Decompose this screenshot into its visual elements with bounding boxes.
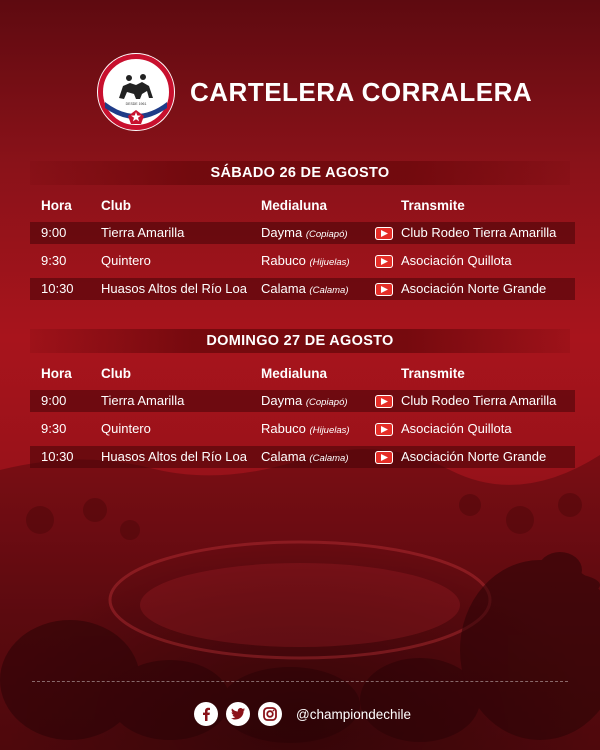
column-headers xyxy=(30,364,575,384)
col-medialuna: Medialuna xyxy=(261,198,328,213)
table-row xyxy=(30,418,575,440)
table-row xyxy=(30,278,575,300)
hora: 9:00 xyxy=(41,393,67,408)
club: Huasos Altos del Río Loa xyxy=(101,449,247,464)
col-transmite: Transmite xyxy=(401,366,465,381)
col-medialuna: Medialuna xyxy=(261,366,328,381)
hora: 9:30 xyxy=(41,253,67,268)
youtube-icon xyxy=(375,283,393,296)
footer xyxy=(194,702,411,726)
ciudad: (Hijuelas) xyxy=(309,425,350,436)
day-header-domingo: DOMINGO 27 DE AGOSTO xyxy=(30,329,570,353)
youtube-icon xyxy=(375,395,393,408)
hora: 9:30 xyxy=(41,421,67,436)
club: Tierra Amarilla xyxy=(101,225,185,240)
club: Quintero xyxy=(101,421,151,436)
hora: 10:30 xyxy=(41,281,74,296)
club: Tierra Amarilla xyxy=(101,393,185,408)
medialuna: Dayma (Copiapó) xyxy=(261,393,348,408)
twitter-icon[interactable] xyxy=(226,702,250,726)
col-club: Club xyxy=(101,366,131,381)
transmite-link[interactable]: Asociación Norte Grande xyxy=(373,446,546,468)
hora: 10:30 xyxy=(41,449,74,464)
youtube-icon xyxy=(375,423,393,436)
col-club: Club xyxy=(101,198,131,213)
transmite-link[interactable]: Asociación Quillota xyxy=(373,418,512,440)
header xyxy=(96,52,532,132)
club: Huasos Altos del Río Loa xyxy=(101,281,247,296)
ciudad: (Calama) xyxy=(309,285,349,296)
table-row xyxy=(30,222,575,244)
svg-text:DESDE 1961: DESDE 1961 xyxy=(125,102,147,106)
club: Quintero xyxy=(101,253,151,268)
col-hora: Hora xyxy=(41,366,72,381)
transmite-link[interactable]: Club Rodeo Tierra Amarilla xyxy=(373,222,556,244)
facebook-icon[interactable] xyxy=(194,702,218,726)
medialuna: Calama (Calama) xyxy=(261,449,349,464)
transmite-link[interactable]: Asociación Quillota xyxy=(373,250,512,272)
medialuna: Dayma (Copiapó) xyxy=(261,225,348,240)
col-transmite: Transmite xyxy=(401,198,465,213)
youtube-icon xyxy=(375,227,393,240)
youtube-icon xyxy=(375,451,393,464)
ciudad: (Copiapó) xyxy=(305,229,348,240)
day-header-sabado: SÁBADO 26 DE AGOSTO xyxy=(30,161,570,185)
instagram-icon[interactable] xyxy=(258,702,282,726)
medialuna: Rabuco (Hijuelas) xyxy=(261,421,350,436)
transmite-link[interactable]: Asociación Norte Grande xyxy=(373,278,546,300)
footer-divider xyxy=(32,681,568,682)
ciudad: (Copiapó) xyxy=(305,397,348,408)
medialuna: Rabuco (Hijuelas) xyxy=(261,253,350,268)
table-row xyxy=(30,250,575,272)
svg-text:FEDERACIÓN DEL RODEO CHILENO: FEDERACIÓN DEL RODEO CHILENO xyxy=(103,59,169,93)
table-row xyxy=(30,446,575,468)
ciudad: (Calama) xyxy=(309,453,349,464)
federacion-rodeo-logo xyxy=(96,52,176,132)
transmite-link[interactable]: Club Rodeo Tierra Amarilla xyxy=(373,390,556,412)
social-handle[interactable]: @championdechile xyxy=(296,706,412,722)
medialuna: Calama (Calama) xyxy=(261,281,349,296)
page-title: CARTELERA CORRALERA xyxy=(190,76,533,107)
youtube-icon xyxy=(375,255,393,268)
table-row xyxy=(30,390,575,412)
column-headers xyxy=(30,196,575,216)
col-hora: Hora xyxy=(41,198,72,213)
hora: 9:00 xyxy=(41,225,67,240)
ciudad: (Hijuelas) xyxy=(309,257,350,268)
